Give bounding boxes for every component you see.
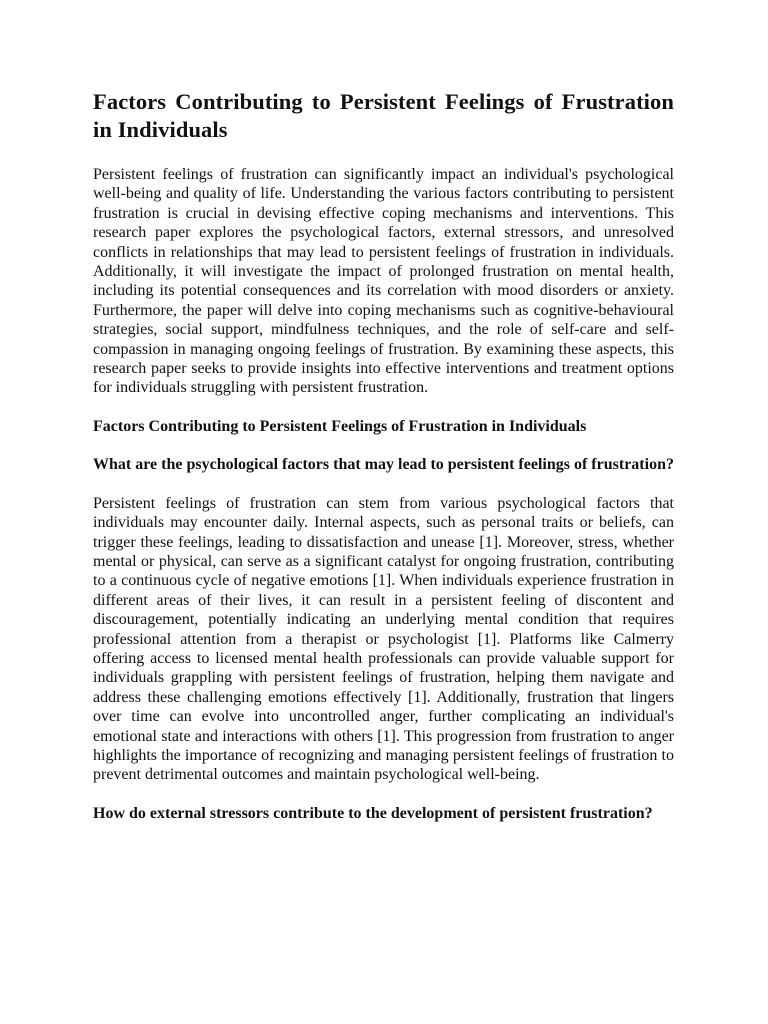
- section-heading: Factors Contributing to Persistent Feelings of Frustration in Individuals: [93, 417, 587, 435]
- document-title: Factors Contributing to Persistent Feelings of Frustration in Individuals: [93, 89, 674, 142]
- question-heading-external-stressors: How do external stressors contribute to the development of persistent frustration?: [93, 804, 653, 822]
- document-page: [93, 88, 674, 842]
- intro-paragraph: Persistent feelings of frustration can significantly impact an individual's psychological well-being and quality of life. Understanding the various factors contributing to persistent frustration is crucial in devising effective coping mechanisms and interventions. This research paper explores the psychological factors, external stressors, and unresolved conflicts in relationships that may lead to persistent feelings of frustration in individuals. Additionally, it will investigate the impact of prolonged frustration on mental health, including its potential consequences and its correlation with mood disorders or anxiety. Furthermore, the paper will delve into coping mechanisms such as cognitive-behavioural strategies, social support, mindfulness techniques, and the role of self-care and self-compassion in managing ongoing feelings of frustration. By examining these aspects, this research paper seeks to provide insights into effective interventions and treatment options for individuals struggling with persistent frustration.: [93, 166, 674, 397]
- answer-paragraph-psychological-factors: Persistent feelings of frustration can stem from various psychological factors that individuals may encounter daily. Internal aspects, such as personal traits or beliefs, can trigger these feelings, leading to dissatisfaction and unease [1]. Moreover, stress, whether mental or physical, can serve as a significant catalyst for ongoing frustration, contributing to a continuous cycle of negative emotions [1]. When individuals experience frustration in different areas of their lives, it can result in a persistent feeling of discontent and discouragement, potentially indicating an underlying mental condition that requires professional attention from a therapist or psychologist [1]. Platforms like Calmerry offering access to licensed mental health professionals can provide valuable support for individuals grappling with persistent feelings of frustration, helping them navigate and address these challenging emotions effectively [1]. Additionally, frustration that lingers over time can evolve into uncontrolled anger, further complicating an individual's emotional state and interactions with others [1]. This progression from frustration to anger highlights the importance of recognizing and managing persistent feelings of frustration to prevent detrimental outcomes and maintain psychological well-being.: [93, 494, 674, 784]
- question-heading-psychological-factors: What are the psychological factors that may lead to persistent feelings of frustration?: [93, 456, 674, 474]
